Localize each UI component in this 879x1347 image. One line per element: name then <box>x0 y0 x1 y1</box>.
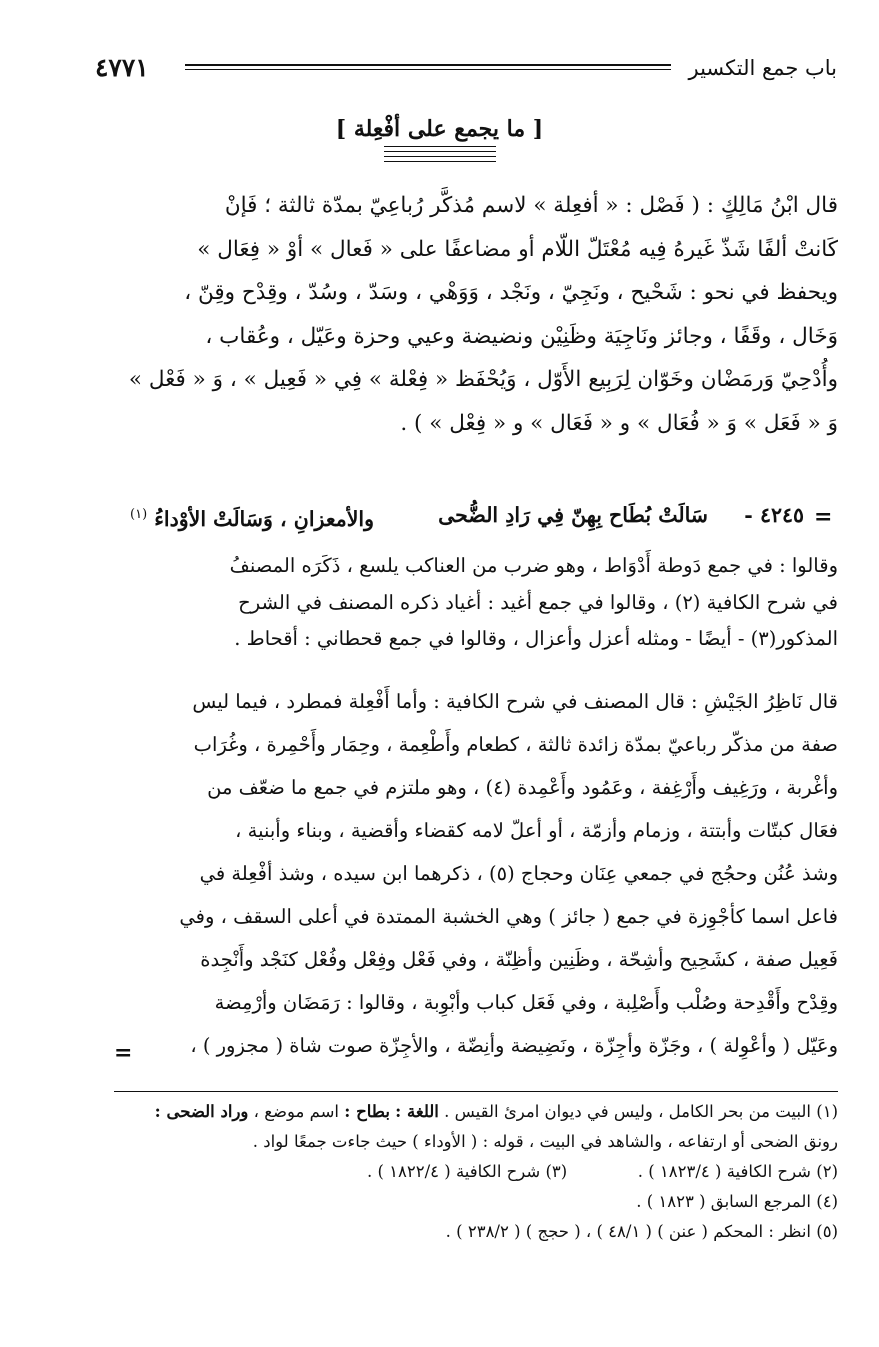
text-line: صفة من مذكّر رباعيّ بمدّة زائدة ثالثة ، كطعام وأَطْعِمة ، وحِمَار وأَحْمِرة ، وغُرَاب <box>193 733 838 756</box>
text-line: وشذ عُنُن وحجُج في جمعي عِنَان وحجاج (٥) ، ذكرهما ابن سيده ، وشذ أفْعِلة في <box>199 862 838 885</box>
footnote-1 <box>114 1097 838 1127</box>
footnote-separator <box>114 1091 838 1092</box>
footnote-4: (٤) المرجع السابق ( ١٨٢٣ ) . <box>636 1192 838 1211</box>
running-header <box>95 50 837 90</box>
text-line: ويحفظ في نحو : شَحْيح ، ونَجِيّ ، ونَجْد ، وَوَهْي ، وسَدّ ، وسُدّ ، وقِدْح وقِنّ ، <box>184 280 838 306</box>
footnote-5: (٥) انظر : المحكم ( عنن ) ( ٤٨/١ ) ، ( حجج ) ( ٢٣٨/٢ ) . <box>445 1222 838 1241</box>
text-line: وعَيّل ( وأعْوِلة ) ، وجَزّة وأجِزّة ، ونَضِيضة وأنِضّة ، والأجِزّة صوت شاة ( مجزور ) ، <box>190 1034 838 1057</box>
footnote-3: (٣) شرح الكافية ( ١٨٢٢/٤ ) . <box>366 1162 568 1181</box>
text-line: فَعِيل صفة ، كشَحِيح وأشِحّة ، وظَنِين وأظِنّة ، وفي فَعْل وفِعْل وفُعْل كنَجْد وأَنْجِدة <box>200 948 838 971</box>
page-number: ٤٧٧١ <box>95 53 149 82</box>
nazir-al-jaysh-paragraph <box>114 680 838 1067</box>
text-line: وَخَال ، وقَفًا ، وجائز ونَاجِيَة وظَنِيْن ونضيضة وعيي وحزة وعَيّل ، وعُقاب ، <box>205 323 838 349</box>
text-line: المذكور(٣) - أيضًا - ومثله أعزل وأعزال ، وقالوا في جمع قحطاني : أقحاط . <box>234 627 838 651</box>
title-ornament-underline <box>384 146 496 164</box>
verse-second-hemistich <box>130 495 374 539</box>
verse-marker: = <box>814 504 833 530</box>
commentary-paragraph <box>114 548 838 658</box>
text-line: كَانتْ ألفًا شَذّ غَيرهُ فِيه مُعْتَلّ اللّام أو مضاعفًا على « فَعال » أوْ « فِعَال » <box>197 236 838 262</box>
footnote-text: اسم موضع ، <box>253 1102 340 1121</box>
text-line: وقالوا : في جمع دَوطة أَدْوَاط ، وهو ضرب من العناكب يلسع ، ذَكَرَه المصنفُ <box>229 554 838 577</box>
section-title: [ ما يجمع على أفْعِلة ] <box>335 116 544 142</box>
text-line: وأُدْحِيّ وَرمَضْان وخَوّان لِرَبِيع الأَوّل ، وَيُحْفَظ « فِعْلة » فِي « فَعِيل » ، وَ « فَعْل » <box>128 367 838 393</box>
footnotes <box>114 1097 838 1247</box>
footnote-label: اللغة : <box>395 1102 439 1121</box>
text-line: وأغْربة ، ورَغِيف وأَرْغِفة ، وعَمُود وأَعْمِدة (٤) ، وهو ملتزم في جمع ما ضعّف من <box>207 776 838 799</box>
text-line: قال ابْنُ مَالِكٍ : ( فَصْل : « أفعِلة » لاسم مُذكَّر رُباعِيّ بمدّة ثالثة ؛ فَإنْ <box>224 193 838 218</box>
header-rule <box>185 64 671 70</box>
running-title: باب جمع التكسير <box>688 56 837 80</box>
footnotes-2-3 <box>114 1157 838 1187</box>
text-line: وَ « فَعَل » وَ « فُعَال » و « فَعَال » و « فِعْل » ) . <box>400 410 838 436</box>
ibn-malik-quotation <box>114 184 838 446</box>
verse-first-hemistich: سَالَتْ بُطَاح بِهِنّ فِي رَادِ الضُّحى <box>438 503 708 527</box>
footnote-2: (٢) شرح الكافية ( ١٨٢٣/٤ ) . <box>637 1162 838 1181</box>
verse-second-hemistich-text: والأمعزانِ ، وَسَالَتْ الأوْداءُ <box>154 506 374 531</box>
verse-number: ٤٢٤٥ - <box>744 503 804 527</box>
footnote-ref: (١) <box>130 507 148 522</box>
footnote-text: (١) البيت من بحر الكامل ، وليس في ديوان امرئ القيس . <box>444 1102 838 1121</box>
text-line: في شرح الكافية (٢) ، وقالوا في جمع أغيد : أغياد ذكره المصنف في الشرح <box>238 590 838 614</box>
poetry-verse <box>114 495 804 535</box>
text-line: وقِدْح وأَقْدِحة وصُلْب وأَصْلِبة ، وفي فَعَل كباب وأبْوِبة ، وقالوا : رَمَضَان وأرْمِضة <box>214 991 838 1014</box>
footnote-label: بطاح : <box>344 1102 390 1121</box>
text-line: فاعل اسما كأجْوِزة في جمع ( جائز ) وهي الخشبة الممتدة في أعلى السقف ، وفي <box>179 905 838 928</box>
text-line: قال نَاظِرُ الجَيْشِ : قال المصنف في شرح الكافية : وأما أَفْعِلة فمطرد ، فيما ليس <box>192 690 838 713</box>
footnote-label: وراد الضحى : <box>154 1102 249 1121</box>
text-line: فعَال كبتّات وأبتتة ، وزمام وأزمّة ، أو أعلّ لامه كقضاء وأقضية ، وبناء وأبنية ، <box>235 819 838 842</box>
footnote-1-cont: رونق الضحى أو ارتفاعه ، والشاهد في البيت ، قوله : ( الأوداء ) حيث جاءت جمعًا لواد . <box>252 1132 838 1151</box>
continuation-marker: = <box>114 1040 133 1066</box>
